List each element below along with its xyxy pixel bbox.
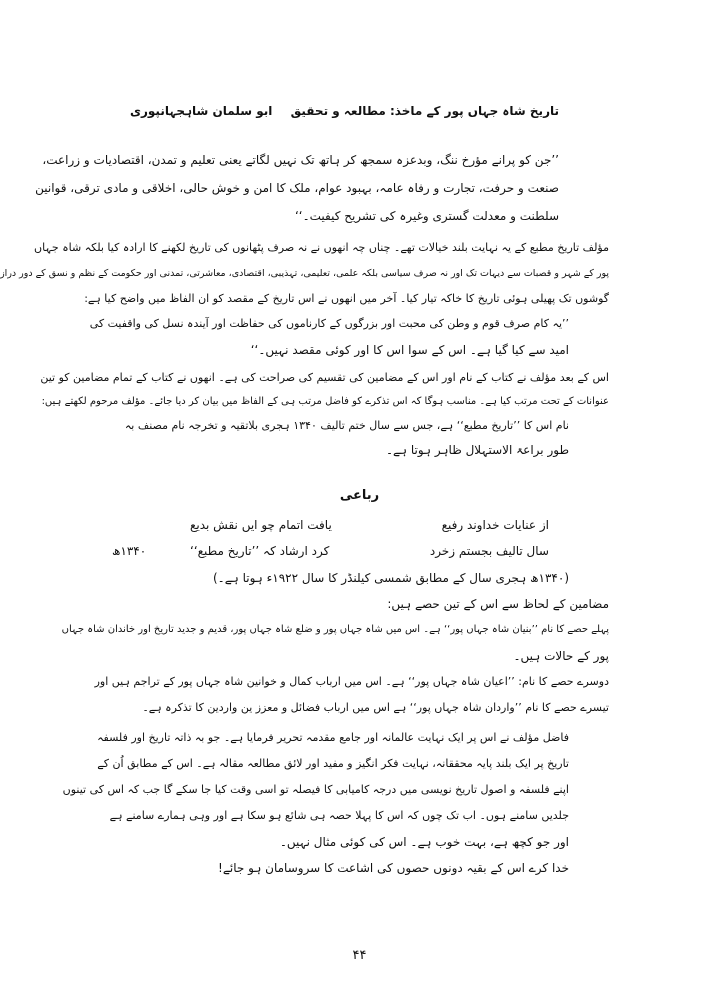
paragraph-line: اور جو کچھ ہے، بہت خوب ہے۔ اس کی کوئی مثال نہیں۔ <box>279 835 569 849</box>
paragraph-line: اس کے بعد مؤلف نے کتاب کے نام اور اس کے مضامین کی تقسیم کی صراحت کی ہے۔ انھوں نے کتاب کے تمام مضامین کو تین <box>40 371 609 384</box>
paragraph-line: صنعت و حرفت، تجارت و رفاہ عامہ، بہبود عوام، ملک کا امن و خوش حالی، اخلاقی و مادی ترقی، قوانین <box>35 181 559 195</box>
paragraph-line: طور براعۃ الاستہلال ظاہر ہوتا ہے۔ <box>385 443 569 457</box>
paragraph-line: عنوانات کے تحت مرتب کیا ہے۔ مناسب ہوگا کہ اس تذکرے کو فاضل مرتب ہی کے الفاظ میں بیان کر دیا جائے۔ مؤلف مرحوم لکھتے ہیں: <box>41 396 609 407</box>
page-number: ۴۴ <box>352 948 367 963</box>
paragraph-line: گوشوں تک پھیلی ہوئی تاریخ کا خاکہ تیار کیا۔ آخر میں انھوں نے اس تاریخ کے مقصد کو ان الفاظ میں واضح کیا ہے: <box>84 292 609 305</box>
paragraph-line: ’’جن کو پرانے مؤرخ ننگ، وبدعزہ سمجھ کر ہاتھ تک نہیں لگاتے یعنی تعلیم و تمدن، اقتصادیات و زراعت، <box>42 153 559 167</box>
verse-hemistich: کرد ارشاد کہ ’’تاریخ مطبع‘‘ <box>190 544 330 558</box>
running-header-title: تاریخ شاہ جہاں پور کے ماخذ: مطالعہ و تحقیق <box>290 104 559 118</box>
running-header-author: ابو سلمان شاہجہانپوری <box>130 104 273 118</box>
paragraph-line: مضامین کے لحاظ سے اس کے تین حصے ہیں: <box>387 597 609 611</box>
quote-line: ’’یہ کام صرف قوم و وطن کی محبت اور بزرگوں کے کارناموں کی حفاظت اور آیندہ نسل کی واقفیت کی <box>89 317 569 330</box>
verse-hemistich: سال تالیف بجستم زخرد <box>429 544 549 558</box>
paragraph-line: (۱۳۴۰ھ ہجری سال کے مطابق شمسی کیلنڈر کا سال ۱۹۲۲ء ہوتا ہے۔) <box>213 571 569 585</box>
paragraph-line: جلدیں سامنے ہوں۔ اب تک چوں کہ اس کا پہلا حصہ ہی شائع ہو سکا ہے اور وہی ہمارے سامنے ہے <box>109 809 569 822</box>
verse-year: ۱۳۴۰ھ <box>112 544 147 558</box>
paragraph-line: سلطنت و معدلت گستری وغیرہ کی تشریح کیفیت۔‘‘ <box>294 209 559 223</box>
paragraph-line: تاریخ پر ایک بلند پایہ محققانہ، نہایت فکر انگیز و مفید اور لائق مطالعہ مقالہ ہے۔ اس کے مطابق اُن کے <box>97 757 569 770</box>
paragraph-line: اپنے فلسفہ و اصول تاریخ نویسی میں درجہ کامیابی کا فیصلہ تو اسی وقت کیا جا سکے گا جب کہ اس کی تینوں <box>62 783 569 796</box>
paragraph-line: دوسرے حصے کا نام: ’’اعیان شاہ جہاں پور‘‘ ہے۔ اس میں ارباب کمال و خوانین شاہ جہاں پور کے تراجم ہیں اور <box>94 675 609 688</box>
paragraph-line: مؤلف تاریخ مطبع کے یہ نہایت بلند خیالات تھے۔ چناں چہ انھوں نے نہ صرف پٹھانوں کی تاریخ لکھنے کا ارادہ کیا بلکہ شاہ جہاں <box>34 241 609 254</box>
paragraph-line: تیسرے حصے کا نام ’’واردان شاہ جہاں پور‘‘ ہے اس میں ارباب فضائل و معزز ین واردین کا تذکرہ ہے۔ <box>142 701 609 714</box>
paragraph-line: پہلے حصے کا نام ’’بنیان شاہ جہاں پور‘‘ ہے۔ اس میں شاہ جہاں پور و ضلع شاہ جہاں پور، قدیم و جدید تاریخ اور خاندان شاہ جہاں <box>61 624 609 635</box>
paragraph-line: خدا کرے اس کے بقیہ دونوں حصوں کی اشاعت کا سروسامان ہو جائے! <box>218 861 569 875</box>
paragraph-line: نام اس کا ’’تاریخ مطبع‘‘ ہے، جس سے سال ختم تالیف ۱۳۴۰ ہجری بلاتقیہ و تخرجہ نام مصنف بہ <box>124 419 569 432</box>
verse-hemistich: یافت اتمام چو ایں نقش بدیع <box>190 518 332 532</box>
quote-line: امید سے کیا گیا ہے۔ اس کے سوا اس کا اور کوئی مقصد نہیں۔‘‘ <box>250 343 569 357</box>
paragraph-line: پور کے حالات ہیں۔ <box>513 649 609 663</box>
verse-hemistich: از عنایات خداوند رفیع <box>441 518 549 532</box>
paragraph-line: پور کے شہر و قصبات سے دیہات تک اور نہ صرف سیاسی بلکہ علمی، تعلیمی، تہذیبی، اقتصادی، معاشرتی، تمدنی اور حکومت کے نظم و نسق کے دور دراز <box>0 268 609 279</box>
section-heading: رباعی <box>339 488 380 503</box>
paragraph-line: فاضل مؤلف نے اس پر ایک نہایت عالمانہ اور جامع مقدمہ تحریر فرمایا ہے۔ جو بہ ذاتہ تاریخ اور فلسفہ <box>97 731 569 744</box>
